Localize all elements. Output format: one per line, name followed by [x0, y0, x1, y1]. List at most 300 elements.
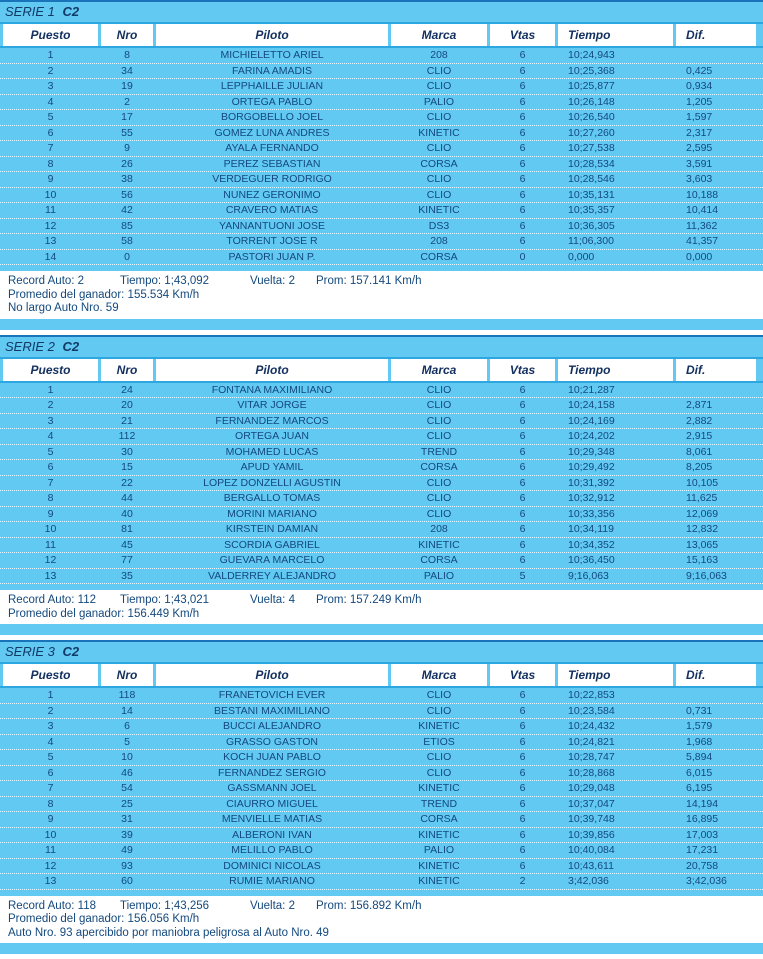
table-row: [0, 188, 763, 204]
cell-puesto: 13: [44, 569, 57, 582]
cell-nro: 40: [121, 507, 133, 520]
cell-puesto: 2: [47, 704, 54, 717]
cell-piloto: GOMEZ LUNA ANDRES: [214, 126, 330, 139]
cell-piloto: FARINA AMADIS: [232, 64, 312, 77]
cell-piloto: LEPPHAILLE JULIAN: [220, 80, 324, 92]
cell-piloto: MOHAMED LUCAS: [225, 445, 319, 458]
cell-vtas: 6: [519, 751, 526, 763]
table-row: [0, 64, 763, 80]
cell-puesto: 6: [47, 766, 54, 779]
cell-tiempo: 10;39,748: [568, 813, 615, 825]
cell-marca: CORSA: [420, 554, 458, 566]
cell-piloto: ALBERONI IVAN: [232, 828, 312, 841]
table-row: [0, 157, 763, 173]
cell-dif: 0,000: [686, 250, 713, 263]
cell-nro: 26: [121, 157, 133, 170]
table-row: [0, 766, 763, 782]
table-row: [0, 250, 763, 266]
cell-marca: CLIO: [426, 689, 452, 701]
cell-dif: 14,194: [686, 797, 719, 810]
cell-vtas: 6: [519, 797, 526, 810]
cell-puesto: 4: [47, 735, 54, 748]
cell-puesto: 10: [44, 828, 57, 841]
table-header-row: [0, 24, 763, 48]
cell-puesto: 3: [47, 720, 54, 732]
table-row: [0, 797, 763, 813]
stat-prom: Prom: 157.141 Km/h: [316, 275, 422, 287]
cell-dif: 10,414: [686, 204, 719, 216]
cell-tiempo: 10;33,356: [568, 507, 615, 520]
cell-piloto: MELILLO PABLO: [231, 844, 313, 856]
table-row: [0, 48, 763, 64]
cell-puesto: 6: [47, 126, 54, 139]
cell-dif: 8,061: [686, 445, 713, 458]
table-row: [0, 704, 763, 720]
cell-vtas: 6: [519, 399, 526, 411]
serie-closing-band: [0, 624, 763, 635]
cell-marca: ETIOS: [423, 735, 455, 748]
table-header-row: [0, 359, 763, 383]
stat-vuelta: Vuelta: 2: [250, 275, 295, 287]
cell-dif: 0,425: [686, 64, 713, 77]
cell-piloto: DOMINICI NICOLAS: [223, 859, 321, 872]
cell-marca: TREND: [420, 445, 458, 458]
cell-dif: 5,894: [686, 751, 713, 763]
cell-dif: 1,968: [686, 735, 713, 748]
cell-piloto: FONTANA MAXIMILIANO: [211, 383, 333, 396]
cell-vtas: 6: [519, 844, 526, 856]
cell-tiempo: 10;37,047: [568, 797, 615, 810]
cell-puesto: 7: [47, 142, 54, 154]
cell-nro: 6: [124, 720, 130, 732]
cell-nro: 81: [121, 523, 133, 535]
stat-vuelta: Vuelta: 2: [250, 899, 295, 912]
table-row: [0, 445, 763, 461]
column-header-nro: Nro: [101, 24, 153, 46]
cell-vtas: 6: [519, 235, 526, 247]
table-row: [0, 203, 763, 219]
cell-marca: CLIO: [426, 80, 452, 92]
serie-title: [0, 2, 763, 24]
cell-puesto: 7: [47, 782, 54, 794]
stat-record-auto: Record Auto: 118: [8, 899, 97, 912]
cell-puesto: 1: [47, 49, 54, 61]
serie-title-text: SERIE 2: [5, 338, 59, 354]
cell-vtas: 6: [519, 538, 526, 551]
cell-dif: 0,731: [686, 704, 713, 717]
cell-nro: 17: [121, 111, 133, 123]
cell-vtas: 6: [519, 813, 526, 825]
cell-vtas: 6: [519, 414, 526, 427]
table-row: [0, 476, 763, 492]
cell-puesto: 12: [44, 219, 57, 232]
cell-piloto: GRASSO GASTON: [226, 735, 318, 748]
serie-title: [0, 337, 763, 359]
table-row: [0, 781, 763, 797]
cell-dif: [676, 48, 756, 63]
cell-marca: CLIO: [426, 399, 452, 411]
cell-puesto: 4: [47, 430, 54, 442]
cell-vtas: 6: [519, 204, 526, 216]
cell-marca: CORSA: [420, 250, 458, 263]
cell-tiempo: 10;24,432: [568, 720, 615, 732]
cell-vtas: 6: [519, 49, 526, 61]
cell-nro: 34: [121, 64, 133, 77]
cell-piloto: KOCH JUAN PABLO: [223, 751, 321, 763]
cell-nro: 77: [121, 554, 133, 566]
cell-dif: 12,069: [686, 507, 719, 520]
cell-tiempo: 10;25,368: [568, 64, 615, 77]
stat-prom: Prom: 157.249 Km/h: [316, 594, 422, 606]
column-header-dif: Dif.: [676, 359, 756, 381]
column-header-vtas: Vtas: [490, 664, 555, 686]
cell-dif: 2,915: [686, 430, 713, 442]
serie-title-text: SERIE 1: [5, 4, 59, 19]
cell-tiempo: 10;25,877: [568, 80, 615, 92]
cell-vtas: 6: [519, 492, 526, 504]
cell-nro: 118: [118, 689, 136, 701]
cell-tiempo: 10;27,260: [568, 126, 615, 139]
cell-dif: 10,188: [686, 188, 719, 201]
cell-tiempo: 10;26,148: [568, 95, 615, 108]
cell-vtas: 6: [519, 704, 526, 717]
cell-dif: 2,871: [686, 399, 713, 411]
cell-marca: CLIO: [426, 492, 452, 504]
cell-marca: KINETIC: [418, 538, 460, 551]
cell-puesto: 7: [47, 476, 54, 489]
cell-tiempo: 10;22,853: [568, 689, 615, 701]
cell-nro: 15: [121, 461, 133, 473]
cell-nro: 55: [121, 126, 133, 139]
cell-piloto: AYALA FERNANDO: [225, 142, 319, 154]
cell-piloto: LOPEZ DONZELLI AGUSTIN: [203, 476, 341, 489]
table-row: [0, 398, 763, 414]
serie-stats-line: [8, 275, 763, 289]
cell-vtas: 6: [519, 859, 526, 872]
serie-title-text: SERIE 3: [5, 644, 59, 659]
cell-puesto: 2: [47, 399, 54, 411]
cell-dif: 2,882: [686, 414, 713, 427]
cell-vtas: 6: [519, 445, 526, 458]
cell-nro: 54: [121, 782, 133, 794]
table-row: [0, 141, 763, 157]
column-header-dif: Dif.: [676, 664, 756, 686]
cell-tiempo: 10;34,352: [568, 538, 615, 551]
cell-tiempo: 10;32,912: [568, 492, 615, 504]
column-header-piloto: Piloto: [156, 359, 388, 381]
cell-nro: 56: [121, 188, 133, 201]
table-row: [0, 735, 763, 751]
table-row: [0, 569, 763, 585]
cell-nro: 45: [121, 538, 133, 551]
cell-dif: 0,934: [686, 80, 713, 92]
cell-piloto: BESTANI MAXIMILIANO: [214, 704, 330, 717]
table-row: [0, 538, 763, 554]
cell-puesto: 12: [44, 859, 57, 872]
cell-marca: CLIO: [426, 476, 452, 489]
cell-piloto: CRAVERO MATIAS: [225, 204, 319, 216]
cell-marca: TREND: [420, 797, 458, 810]
cell-piloto: KIRSTEIN DAMIAN: [225, 523, 319, 535]
cell-dif: 13,065: [686, 538, 719, 551]
cell-vtas: 6: [519, 126, 526, 139]
cell-dif: 17,231: [686, 844, 719, 856]
cell-tiempo: 10;35,131: [568, 188, 615, 201]
cell-piloto: VERDEGUER RODRIGO: [212, 173, 332, 185]
table-row: [0, 719, 763, 735]
serie-note-line: Promedio del ganador: 155.534 Km/h: [8, 288, 200, 301]
table-row: [0, 460, 763, 476]
cell-tiempo: 10;21,287: [568, 383, 615, 396]
cell-nro: 19: [121, 80, 133, 92]
serie-note-line: No largo Auto Nro. 59: [8, 302, 119, 314]
cell-dif: 3;42,036: [686, 875, 727, 887]
table-row: [0, 874, 763, 890]
table-body: [0, 48, 763, 265]
cell-marca: CLIO: [426, 188, 452, 201]
cell-puesto: 13: [44, 235, 57, 247]
serie-note-line: Auto Nro. 93 apercibido por maniobra peligrosa al Auto Nro. 49: [8, 926, 329, 939]
cell-nro: 44: [121, 492, 133, 504]
cell-vtas: 6: [519, 80, 526, 92]
cell-piloto: BERGALLO TOMAS: [223, 492, 321, 504]
cell-tiempo: 10;43,611: [568, 859, 614, 872]
table-row: [0, 383, 763, 399]
cell-dif: 16,895: [686, 813, 719, 825]
cell-vtas: 6: [519, 720, 526, 732]
cell-tiempo: 10;36,305: [568, 219, 615, 232]
cell-piloto: BUCCI ALEJANDRO: [222, 720, 322, 732]
cell-tiempo: 10;31,392: [568, 476, 615, 489]
cell-puesto: 4: [47, 95, 54, 108]
cell-marca: KINETIC: [418, 126, 460, 139]
cell-puesto: 8: [47, 157, 54, 170]
table-row: [0, 522, 763, 538]
cell-dif: 20,758: [686, 859, 719, 872]
cell-dif: 15,163: [686, 554, 719, 566]
table-row: [0, 110, 763, 126]
cell-marca: KINETIC: [418, 720, 460, 732]
cell-piloto: CIAURRO MIGUEL: [226, 797, 318, 810]
cell-piloto: FRANETOVICH EVER: [218, 689, 326, 701]
cell-nro: 22: [121, 476, 133, 489]
cell-tiempo: 10;36,450: [568, 554, 615, 566]
cell-piloto: ORTEGA JUAN: [235, 430, 309, 442]
cell-piloto: VITAR JORGE: [237, 399, 307, 411]
cell-puesto: 2: [47, 64, 54, 77]
cell-dif: 6,015: [686, 766, 713, 779]
column-header-vtas: Vtas: [490, 359, 555, 381]
serie-class-label: C2: [62, 644, 80, 659]
cell-piloto: MORINI MARIANO: [227, 507, 317, 520]
cell-vtas: 6: [519, 523, 526, 535]
cell-piloto: VALDERREY ALEJANDRO: [208, 569, 336, 582]
cell-piloto: MENVIELLE MATIAS: [221, 813, 323, 825]
table-row: [0, 688, 763, 704]
table-header-row: [0, 664, 763, 688]
cell-piloto: GUEVARA MARCELO: [219, 554, 325, 566]
column-header-tiempo: Tiempo: [558, 359, 673, 381]
cell-piloto: NUNEZ GERONIMO: [223, 188, 321, 201]
column-header-puesto: Puesto: [3, 24, 98, 46]
cell-nro: 24: [121, 383, 133, 396]
cell-puesto: 11: [45, 844, 56, 856]
table-row: [0, 843, 763, 859]
cell-puesto: 9: [47, 813, 54, 825]
cell-piloto: BORGOBELLO JOEL: [220, 111, 324, 123]
cell-vtas: 6: [519, 461, 526, 473]
cell-tiempo: 10;29,348: [568, 445, 615, 458]
cell-tiempo: 9;16,063: [568, 569, 609, 582]
cell-vtas: 6: [519, 507, 526, 520]
cell-vtas: 6: [519, 188, 526, 201]
cell-vtas: 0: [519, 250, 526, 263]
column-header-piloto: Piloto: [156, 664, 388, 686]
column-header-dif: Dif.: [676, 24, 756, 46]
cell-nro: 35: [121, 569, 133, 582]
stat-tiempo: Tiempo: 1;43,021: [120, 594, 210, 606]
serie-section-2: [0, 335, 763, 636]
cell-nro: 93: [121, 859, 133, 872]
cell-nro: 112: [118, 430, 136, 442]
cell-vtas: 6: [519, 766, 526, 779]
serie-stats-line: [8, 900, 763, 914]
cell-dif: 12,832: [686, 523, 719, 535]
cell-puesto: 10: [44, 188, 57, 201]
column-header-puesto: Puesto: [3, 359, 98, 381]
cell-vtas: 6: [519, 173, 526, 185]
column-header-tiempo: Tiempo: [558, 664, 673, 686]
cell-vtas: 6: [519, 64, 526, 77]
cell-marca: 208: [430, 235, 448, 247]
cell-vtas: 2: [519, 875, 526, 887]
cell-marca: DS3: [428, 219, 450, 232]
cell-nro: 39: [121, 828, 133, 841]
cell-nro: 2: [124, 95, 130, 108]
column-header-puesto: Puesto: [3, 664, 98, 686]
cell-dif: 17,003: [686, 828, 719, 841]
table-row: [0, 95, 763, 111]
cell-marca: CLIO: [426, 142, 452, 154]
column-header-tiempo: Tiempo: [558, 24, 673, 46]
cell-dif: 2,595: [686, 142, 713, 154]
cell-tiempo: 10;24,202: [568, 430, 615, 442]
cell-tiempo: 10;29,492: [568, 461, 615, 473]
cell-tiempo: 10;24,821: [568, 735, 615, 748]
cell-tiempo: 10;24,158: [568, 399, 615, 411]
stat-record-auto: Record Auto: 2: [8, 275, 85, 287]
cell-nro: 9: [124, 142, 130, 154]
serie-closing-band: [0, 943, 763, 954]
cell-marca: CORSA: [420, 813, 458, 825]
table-row: [0, 812, 763, 828]
stat-tiempo: Tiempo: 1;43,092: [120, 275, 210, 287]
cell-dif: [676, 688, 756, 703]
cell-piloto: FERNANDEZ MARCOS: [215, 414, 329, 427]
cell-vtas: 6: [519, 782, 526, 794]
cell-marca: 208: [430, 49, 448, 61]
cell-nro: 31: [121, 813, 133, 825]
cell-tiempo: 10;29,048: [568, 782, 615, 794]
cell-marca: PALIO: [423, 95, 455, 108]
serie-footer: [0, 271, 763, 319]
cell-nro: 60: [121, 875, 133, 887]
serie-class-label: C2: [62, 4, 80, 19]
cell-marca: CLIO: [426, 111, 452, 123]
cell-dif: 3,591: [686, 157, 713, 170]
cell-marca: CORSA: [420, 157, 458, 170]
table-row: [0, 859, 763, 875]
cell-tiempo: 10;24,169: [568, 414, 615, 427]
cell-marca: CLIO: [426, 766, 452, 779]
cell-marca: CORSA: [420, 461, 458, 473]
cell-puesto: 1: [47, 689, 54, 701]
cell-marca: CLIO: [426, 430, 452, 442]
cell-vtas: 6: [519, 689, 526, 701]
serie-section-3: [0, 640, 763, 954]
table-row: [0, 491, 763, 507]
cell-puesto: 11: [45, 538, 56, 551]
cell-puesto: 9: [47, 173, 54, 185]
cell-marca: KINETIC: [418, 859, 460, 872]
table-row: [0, 750, 763, 766]
cell-puesto: 5: [47, 111, 54, 123]
cell-puesto: 10: [44, 523, 57, 535]
cell-nro: 8: [124, 49, 130, 61]
cell-piloto: TORRENT JOSE R: [226, 235, 318, 247]
column-header-marca: Marca: [391, 359, 487, 381]
cell-dif: 8,205: [686, 461, 713, 473]
cell-nro: 10: [121, 751, 133, 763]
cell-piloto: RUMIE MARIANO: [229, 875, 315, 887]
stat-vuelta: Vuelta: 4: [250, 594, 295, 606]
cell-piloto: FERNANDEZ SERGIO: [218, 766, 326, 779]
cell-marca: KINETIC: [418, 875, 460, 887]
column-header-vtas: Vtas: [490, 24, 555, 46]
cell-nro: 5: [124, 735, 130, 748]
column-header-nro: Nro: [101, 664, 153, 686]
cell-tiempo: 10;35,357: [568, 204, 615, 216]
stat-tiempo: Tiempo: 1;43,256: [120, 899, 210, 912]
table-row: [0, 219, 763, 235]
cell-tiempo: 10;23,584: [568, 704, 615, 717]
cell-puesto: 8: [47, 492, 54, 504]
cell-vtas: 6: [519, 476, 526, 489]
column-header-piloto: Piloto: [156, 24, 388, 46]
cell-nro: 21: [121, 414, 133, 427]
cell-dif: 1,579: [686, 720, 713, 732]
table-row: [0, 126, 763, 142]
cell-vtas: 6: [519, 111, 526, 123]
cell-nro: 58: [121, 235, 133, 247]
serie-footer: [0, 590, 763, 624]
cell-vtas: 5: [519, 569, 526, 582]
cell-dif: 41,357: [686, 235, 719, 247]
cell-tiempo: 10;39,856: [568, 828, 615, 841]
cell-vtas: 6: [519, 735, 526, 748]
cell-nro: 38: [121, 173, 133, 185]
table-body: [0, 688, 763, 890]
cell-tiempo: 10;34,119: [568, 523, 614, 535]
cell-puesto: 12: [44, 554, 57, 566]
cell-tiempo: 10;24,943: [568, 49, 615, 61]
cell-marca: PALIO: [423, 569, 455, 582]
cell-puesto: 14: [44, 250, 57, 263]
cell-marca: PALIO: [423, 844, 455, 856]
cell-dif: 9;16,063: [686, 569, 727, 582]
cell-marca: 208: [430, 523, 448, 535]
cell-dif: 2,317: [686, 126, 713, 139]
